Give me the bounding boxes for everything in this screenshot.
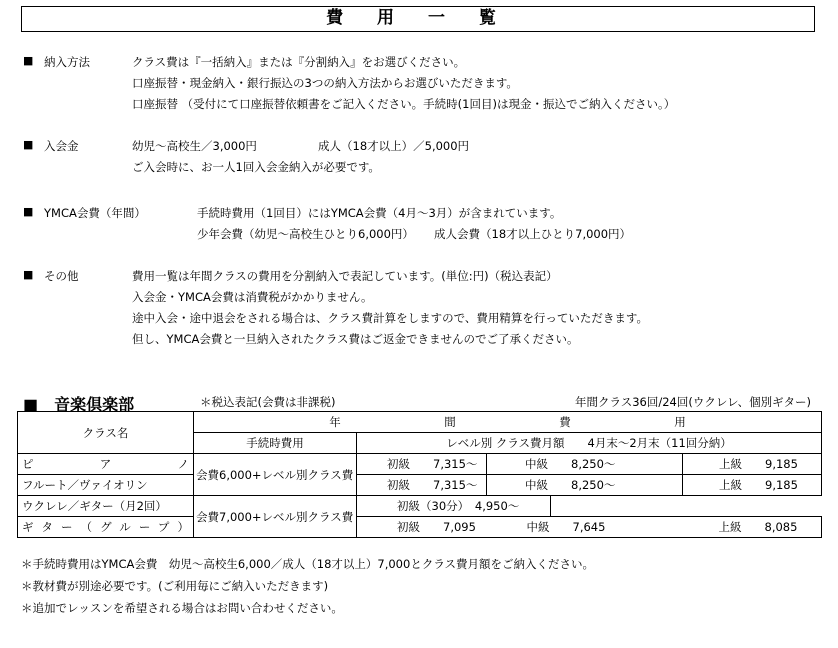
fee-intermediate: 中級 7,645 (487, 517, 683, 538)
note-extra-lessons: ＊追加でレッスンを希望される場合はお問い合わせください。 (21, 601, 343, 615)
fee-beginner: 初級 7,315～ (357, 475, 487, 496)
empty-cell (551, 496, 822, 517)
section-bullet: ■ (23, 54, 34, 67)
entrance-child-fee: 幼児～高校生／3,000円 (132, 139, 257, 153)
section-bullet: ■ (23, 268, 34, 281)
entrance-adult-fee: 成人（18才以上）／5,000円 (318, 139, 470, 153)
annual-cost-header: 年 間 費 用 (194, 412, 822, 433)
procedure-fee-a: 会費6,000+レベル別クラス費 (194, 454, 357, 496)
ymca-youth-fee: 少年会費（幼児～高校生ひとり6,000円） (197, 227, 414, 241)
ymca-adult-fee: 成人会費（18才以上ひとり7,000円） (434, 227, 632, 241)
class-name-flute-violin: フルート／ヴァイオリン (18, 475, 194, 496)
ymca-line-1: 手続時費用（1回目）にはYMCA会費（4月～3月）が含まれています。 (197, 206, 562, 220)
table-row (18, 517, 822, 538)
procedure-fee-b: 会費7,000+レベル別クラス費 (194, 496, 357, 538)
ymca-label: YMCA会費（年間） (44, 206, 146, 220)
class-name-piano: ピ ア ノ (18, 454, 194, 475)
fee-advanced: 上級 8,085 (683, 517, 822, 538)
other-label: その他 (44, 269, 79, 283)
table-row (18, 454, 822, 475)
section-bullet: ■ (23, 205, 34, 218)
table-row (18, 496, 822, 517)
page-title: 費 用 一 覧 (21, 6, 815, 32)
monthly-fee-header: レベル別 クラス費月額 4月末～2月末（11回分納） (357, 433, 822, 454)
payment-line-2: 口座振替・現金納入・銀行振込の3つの納入方法からお選びいただきます。 (132, 76, 518, 90)
section-bullet: ■ (23, 138, 34, 151)
fee-advanced: 上級 9,185 (683, 454, 822, 475)
music-heading: ■ 音楽倶楽部 (23, 395, 135, 414)
note-procedure-fee: ＊手続時費用はYMCA会費 幼児～高校生6,000／成人（18才以上）7,000とクラス費月額をご納入ください。 (21, 557, 594, 571)
payment-label: 納入方法 (44, 55, 90, 69)
other-line-1: 費用一覧は年間クラスの費用を分割納入で表記しています。(単位:円)（税込表記） (132, 269, 558, 283)
fee-intermediate: 中級 8,250～ (487, 454, 683, 475)
other-line-3: 途中入会・途中退会をされる場合は、クラス費計算をしますので、費用精算を行っていただきます。 (132, 311, 648, 325)
procedure-fee-header: 手続時費用 (194, 433, 357, 454)
fee-beginner: 初級 7,095 (357, 517, 487, 538)
fee-intermediate: 中級 8,250～ (487, 475, 683, 496)
other-line-4: 但し、YMCA会費と一旦納入されたクラス費はご返金できませんのでご了承ください。 (132, 332, 579, 346)
music-tax-note: ＊税込表記(会費は非課税) (200, 395, 336, 409)
music-fee-table (17, 411, 822, 538)
entrance-label: 入会金 (44, 139, 79, 153)
note-materials: ＊教材費が別途必要です。(ご利用毎にご納入いただきます) (21, 579, 329, 593)
entrance-note: ご入会時に、お一人1回入会金納入が必要です。 (132, 160, 380, 174)
fee-beginner: 初級 7,315～ (357, 454, 487, 475)
fee-beginner-30min: 初級（30分） 4,950～ (357, 496, 551, 517)
class-name-header: クラス名 (18, 412, 194, 454)
fee-advanced: 上級 9,185 (683, 475, 822, 496)
class-name-ukulele-guitar: ウクレレ／ギター（月2回） (18, 496, 194, 517)
other-line-2: 入会金・YMCA会費は消費税がかかりません。 (132, 290, 373, 304)
table-row (18, 475, 822, 496)
payment-line-3: 口座振替 （受付にて口座振替依頼書をご記入ください。手続時(1回目)は現金・振込でご納入ください。） (132, 97, 676, 111)
music-annual-note: 年間クラス36回/24回(ウクレレ、個別ギター) (575, 395, 811, 409)
class-name-guitar-group: ギター（グループ） (18, 517, 194, 538)
payment-line-1: クラス費は『一括納入』または『分割納入』をお選びください。 (132, 55, 466, 69)
